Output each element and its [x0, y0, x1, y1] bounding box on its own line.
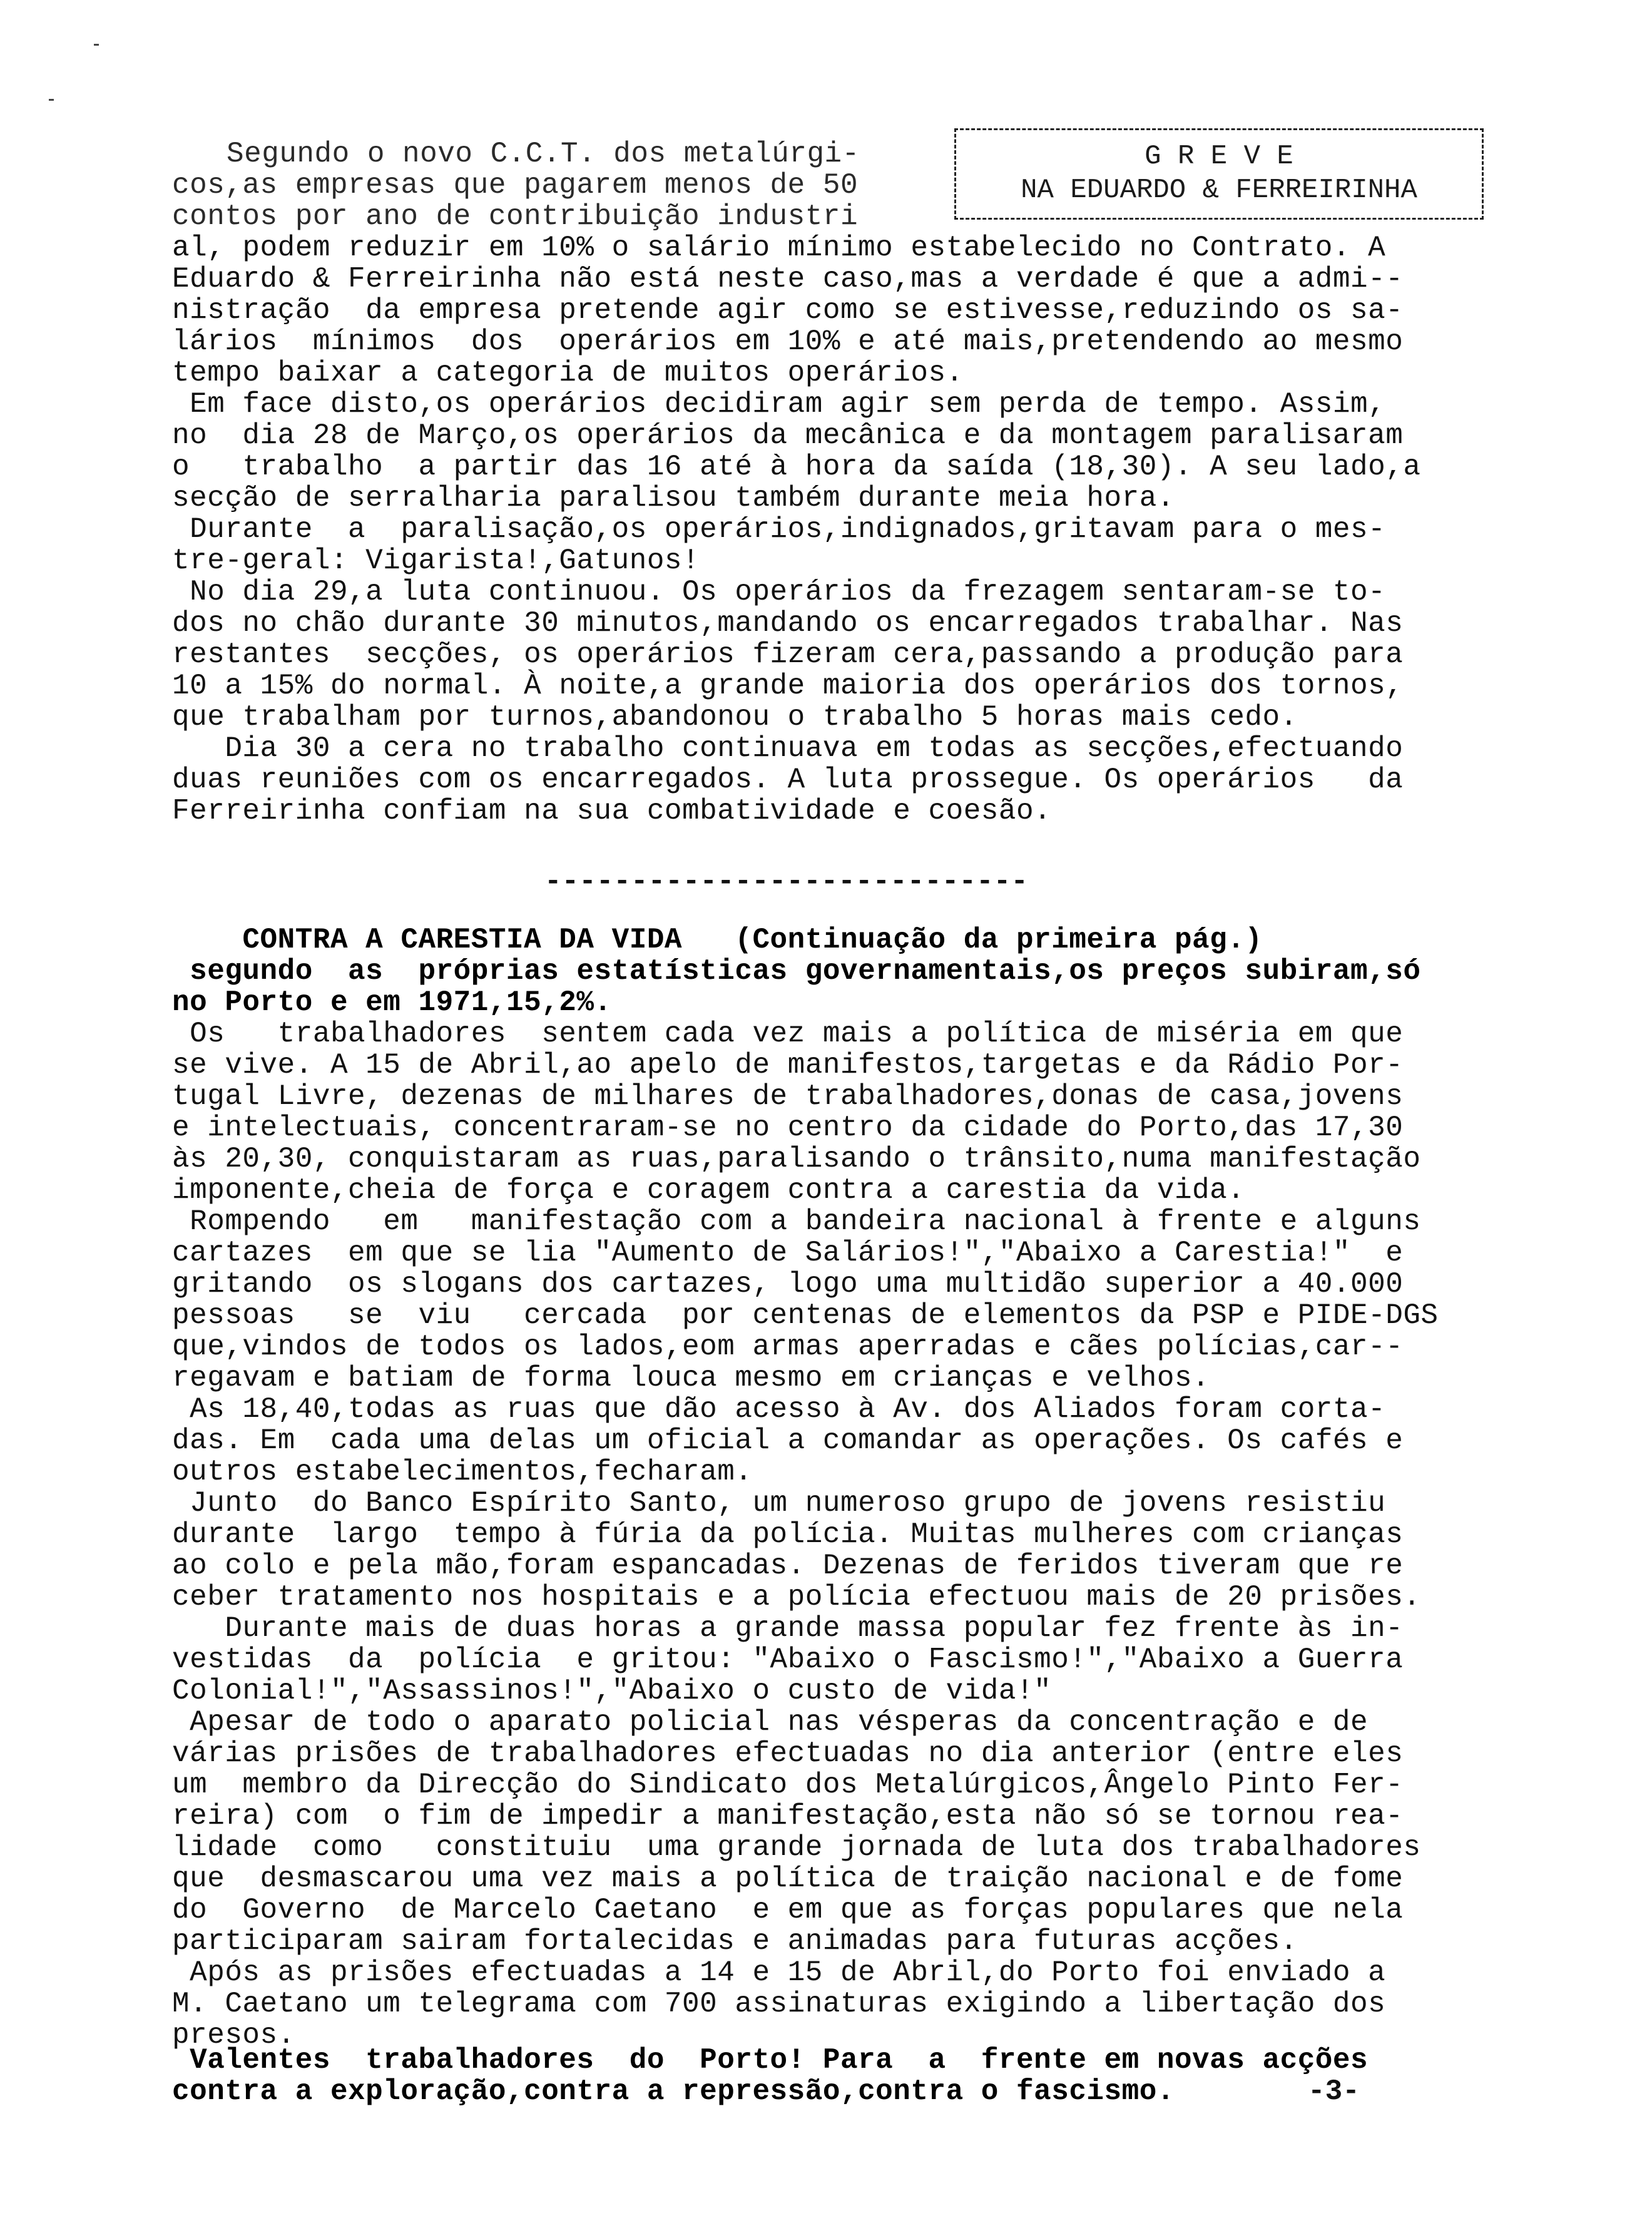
article-line: Rompendo em manifestação com a bandeira nacional à frente e alguns — [172, 1205, 1421, 1238]
article-line: que trabalham por turnos,abandonou o trabalho 5 horas mais cedo. — [172, 701, 1298, 733]
article-line: Em face disto,os operários decidiram agir sem perda de tempo. Assim, — [172, 388, 1386, 421]
article-line: que desmascarou uma vez mais a política de traição nacional e de fome — [172, 1863, 1404, 1895]
article-line: pessoas se viu cercada por centenas de elementos da PSP e PIDE-DGS — [172, 1299, 1439, 1332]
article-line: Eduardo & Ferreirinha não está neste caso,mas a verdade é que a admi-- — [172, 263, 1404, 295]
article-line: Dia 30 a cera no trabalho continuava em todas as secções,efectuando — [172, 732, 1404, 765]
scan-mark — [49, 99, 54, 101]
article-line: duas reuniões com os encarregados. A luta prossegue. Os operários da — [172, 764, 1404, 796]
article-line: secção de serralharia paralisou também durante meia hora. — [172, 482, 1175, 514]
article-line: 10 a 15% do normal. À noite,a grande maioria dos operários dos tornos, — [172, 670, 1404, 702]
article-line: Colonial!","Assassinos!","Abaixo o custo de vida!" — [172, 1675, 1052, 1707]
article-line: ao colo e pela mão,foram espancadas. Dezenas de feridos tiveram que re — [172, 1550, 1404, 1582]
article-line: às 20,30, conquistaram as ruas,paralisando o trânsito,numa manifestação — [172, 1143, 1421, 1175]
article-heading: CONTRA A CARESTIA DA VIDA (Continuação da primeira pág.) — [172, 924, 1263, 956]
article-line: Os trabalhadores sentem cada vez mais a política de miséria em que — [172, 1018, 1404, 1050]
article-line: nistração da empresa pretende agir como se estivesse,reduzindo os sa- — [172, 294, 1404, 327]
article-line: do Governo de Marcelo Caetano e em que as forças populares que nela — [172, 1894, 1404, 1926]
article-line: tempo baixar a categoria de muitos operários. — [172, 357, 964, 389]
article-line: al, podem reduzir em 10% o salário mínimo estabelecido no Contrato. A — [172, 232, 1386, 264]
article-line: cartazes em que se lia "Aumento de Salários!","Abaixo a Carestia!" e — [172, 1237, 1404, 1269]
article-line: ceber tratamento nos hospitais e a polícia efectuou mais de 20 prisões. — [172, 1581, 1421, 1613]
article-line: Durante a paralisação,os operários,indignados,gritavam para o mes- — [172, 513, 1386, 546]
article-line: participaram sairam fortalecidas e animadas para futuras acções. — [172, 1925, 1298, 1958]
article-line: tugal Livre, dezenas de milhares de trabalhadores,donas de casa,jovens — [172, 1080, 1404, 1113]
article-line: M. Caetano um telegrama com 700 assinaturas exigindo a libertação dos — [172, 1988, 1386, 2020]
article-line: segundo as próprias estatísticas governamentais,os preços subiram,só — [172, 955, 1421, 988]
article-line: No dia 29,a luta continuou. Os operários da frezagem sentaram-se to- — [172, 576, 1386, 608]
article-line: regavam e batiam de forma louca mesmo em crianças e velhos. — [172, 1362, 1210, 1394]
article-line: no dia 28 de Março,os operários da mecânica e da montagem paralisaram — [172, 419, 1404, 452]
article-line: das. Em cada uma delas um oficial a comandar as operações. Os cafés e — [172, 1424, 1404, 1457]
strike-heading-title: G R E V E — [1145, 141, 1293, 172]
article-line: imponente,cheia de força e coragem contra a carestia da vida. — [172, 1174, 1245, 1207]
strike-heading-box — [954, 128, 1484, 220]
article-line: várias prisões de trabalhadores efectuadas no dia anterior (entre eles — [172, 1737, 1404, 1770]
article-line: presos. — [172, 2019, 295, 2052]
section-divider: ---------------------------- — [544, 866, 1028, 898]
article-line: cos,as empresas que pagarem menos de 50 — [172, 169, 859, 202]
article-line: lidade como constituiu uma grande jornada de luta dos trabalhadores — [172, 1831, 1421, 1864]
article-line: restantes secções, os operários fizeram cera,passando a produção para — [172, 638, 1404, 671]
article-line: o trabalho a partir das 16 até à hora da saída (18,30). A seu lado,a — [172, 451, 1421, 483]
article-line: outros estabelecimentos,fecharam. — [172, 1456, 753, 1488]
article-closing-line: Valentes trabalhadores do Porto! Para a frente em novas acções — [172, 2044, 1369, 2077]
article-line: Ferreirinha confiam na sua combatividade e coesão. — [172, 795, 1052, 827]
article-line: que,vindos de todos os lados,eom armas aperradas e cães polícias,car-- — [172, 1331, 1404, 1363]
strike-heading-subtitle: NA EDUARDO & FERREIRINHA — [1021, 175, 1417, 206]
article-line: contos por ano de contribuição industri — [172, 200, 859, 233]
article-line: tre-geral: Vigarista!,Gatunos! — [172, 544, 700, 577]
article-line: no Porto e em 1971,15,2%. — [172, 986, 612, 1019]
page-number: -3- — [1308, 2075, 1360, 2108]
article-line: gritando os slogans dos cartazes, logo uma multidão superior a 40.000 — [172, 1268, 1404, 1300]
article-line: reira) com o fim de impedir a manifestação,esta não só se tornou rea- — [172, 1800, 1404, 1832]
article-line: lários mínimos dos operários em 10% e até mais,pretendendo ao mesmo — [172, 325, 1404, 358]
article-line: dos no chão durante 30 minutos,mandando os encarregados trabalhar. Nas — [172, 607, 1404, 640]
article-line: Após as prisões efectuadas a 14 e 15 de Abril,do Porto foi enviado a — [172, 1956, 1386, 1989]
article-closing-line: contra a exploração,contra a repressão,contra o fascismo. — [172, 2075, 1175, 2108]
article-line: um membro da Direcção do Sindicato dos Metalúrgicos,Ângelo Pinto Fer- — [172, 1769, 1404, 1801]
article-line: e intelectuais, concentraram-se no centro da cidade do Porto,das 17,30 — [172, 1111, 1404, 1144]
article-line: Junto do Banco Espírito Santo, um numeroso grupo de jovens resistiu — [172, 1487, 1386, 1520]
article-line: As 18,40,todas as ruas que dão acesso à Av. dos Aliados foram corta- — [172, 1393, 1386, 1426]
article-line: Durante mais de duas horas a grande massa popular fez frente às in- — [172, 1612, 1404, 1645]
article-line: se vive. A 15 de Abril,ao apelo de manifestos,targetas e da Rádio Por- — [172, 1049, 1404, 1081]
article-line: durante largo tempo à fúria da polícia. Muitas mulheres com crianças — [172, 1518, 1404, 1551]
article-line: Apesar de todo o aparato policial nas vésperas da concentração e de — [172, 1706, 1369, 1739]
article-line: Segundo o novo C.C.T. dos metalúrgi- — [227, 138, 860, 170]
article-line: vestidas da polícia e gritou: "Abaixo o Fascismo!","Abaixo a Guerra — [172, 1643, 1404, 1676]
scan-mark — [94, 44, 99, 46]
